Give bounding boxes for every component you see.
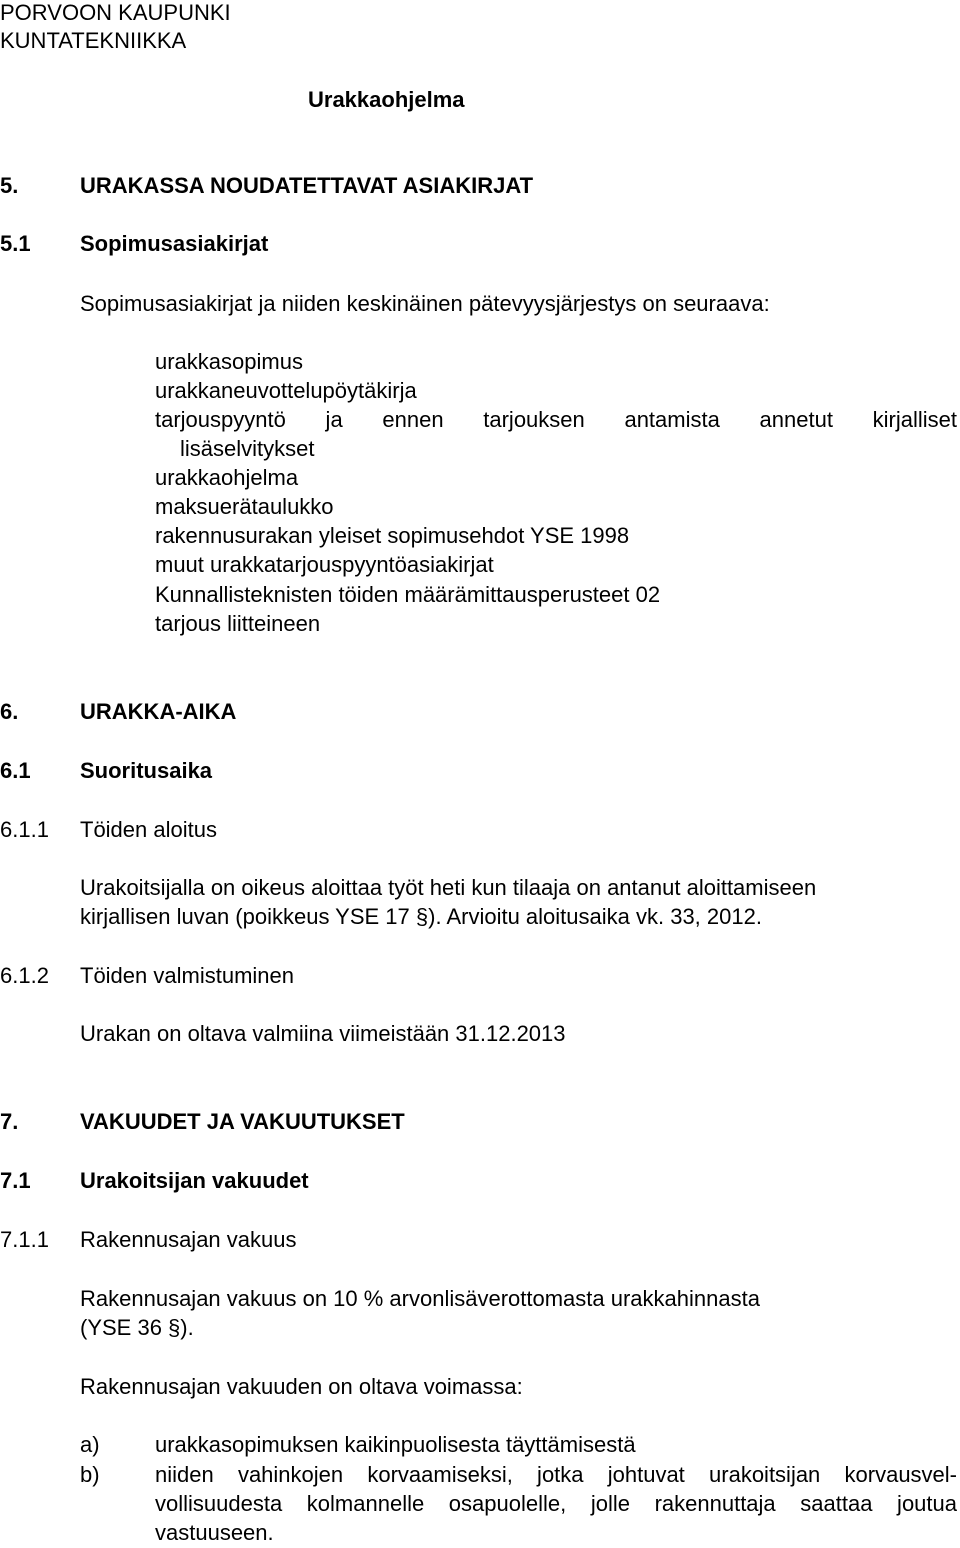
section-number: 6.1.1 (0, 817, 49, 842)
section-title: URAKKA-AIKA (80, 699, 237, 724)
paragraph: Urakoitsijalla on oikeus aloittaa työt heti kun tilaaja on antanut aloittamiseen (80, 875, 817, 900)
list-item: muut urakkatarjouspyyntöasiakirjat (155, 552, 494, 577)
list-item: urakkasopimuksen kaikinpuolisesta täyttämisestä (155, 1432, 636, 1457)
header-org: PORVOON KAUPUNKI (0, 0, 231, 25)
paragraph: Sopimusasiakirjat ja niiden keskinäinen pätevyysjärjestys on seuraava: (80, 291, 770, 316)
list-item: niiden vahinkojen korvaamiseksi, jotka johtuvat urakoitsijan korvausvel- (155, 1462, 957, 1487)
section-number: 6. (0, 699, 19, 724)
list-item: rakennusurakan yleiset sopimusehdot YSE 1998 (155, 523, 630, 548)
list-item: urakkaohjelma (155, 465, 299, 490)
section-number: 6.1.2 (0, 963, 49, 988)
list-item-label: b) (80, 1462, 100, 1487)
section-number: 7. (0, 1109, 19, 1134)
section-number: 5.1 (0, 231, 31, 256)
section-number: 7.1.1 (0, 1227, 49, 1252)
list-item-label: a) (80, 1432, 100, 1457)
list-item: tarjous liitteineen (155, 611, 321, 636)
paragraph: kirjallisen luvan (poikkeus YSE 17 §). Arvioitu aloitusaika vk. 33, 2012. (80, 904, 762, 929)
list-item: vastuuseen. (155, 1520, 274, 1545)
list-item: Kunnallisteknisten töiden määrämittausperusteet 02 (155, 582, 661, 607)
paragraph: Urakan on oltava valmiina viimeistään 31.12.2013 (80, 1021, 566, 1046)
section-title: Töiden aloitus (80, 817, 217, 842)
section-title: Suoritusaika (80, 758, 213, 783)
list-item: urakkasopimus (155, 349, 303, 374)
section-title: URAKASSA NOUDATETTAVAT ASIAKIRJAT (80, 173, 534, 198)
list-item: urakkaneuvottelupöytäkirja (155, 378, 417, 403)
header-dept: KUNTATEKNIIKKA (0, 28, 187, 53)
section-title: Urakoitsijan vakuudet (80, 1168, 309, 1193)
document-title: Urakkaohjelma (308, 87, 465, 112)
list-item: lisäselvitykset (180, 436, 315, 461)
list-item: vollisuudesta kolmannelle osapuolelle, jolle rakennuttaja saattaa joutua (155, 1491, 957, 1516)
paragraph: Rakennusajan vakuus on 10 % arvonlisäverottomasta urakkahinnasta (80, 1286, 760, 1311)
section-title: Sopimusasiakirjat (80, 231, 269, 256)
section-number: 5. (0, 173, 19, 198)
list-item: tarjouspyyntö ja ennen tarjouksen antamista annetut kirjalliset (155, 407, 957, 432)
section-title: Töiden valmistuminen (80, 963, 294, 988)
list-item: maksuerätaulukko (155, 494, 334, 519)
section-title: VAKUUDET JA VAKUUTUKSET (80, 1109, 405, 1134)
section-number: 7.1 (0, 1168, 31, 1193)
section-number: 6.1 (0, 758, 31, 783)
paragraph: (YSE 36 §). (80, 1315, 194, 1340)
paragraph: Rakennusajan vakuuden on oltava voimassa: (80, 1374, 523, 1399)
section-title: Rakennusajan vakuus (80, 1227, 297, 1252)
